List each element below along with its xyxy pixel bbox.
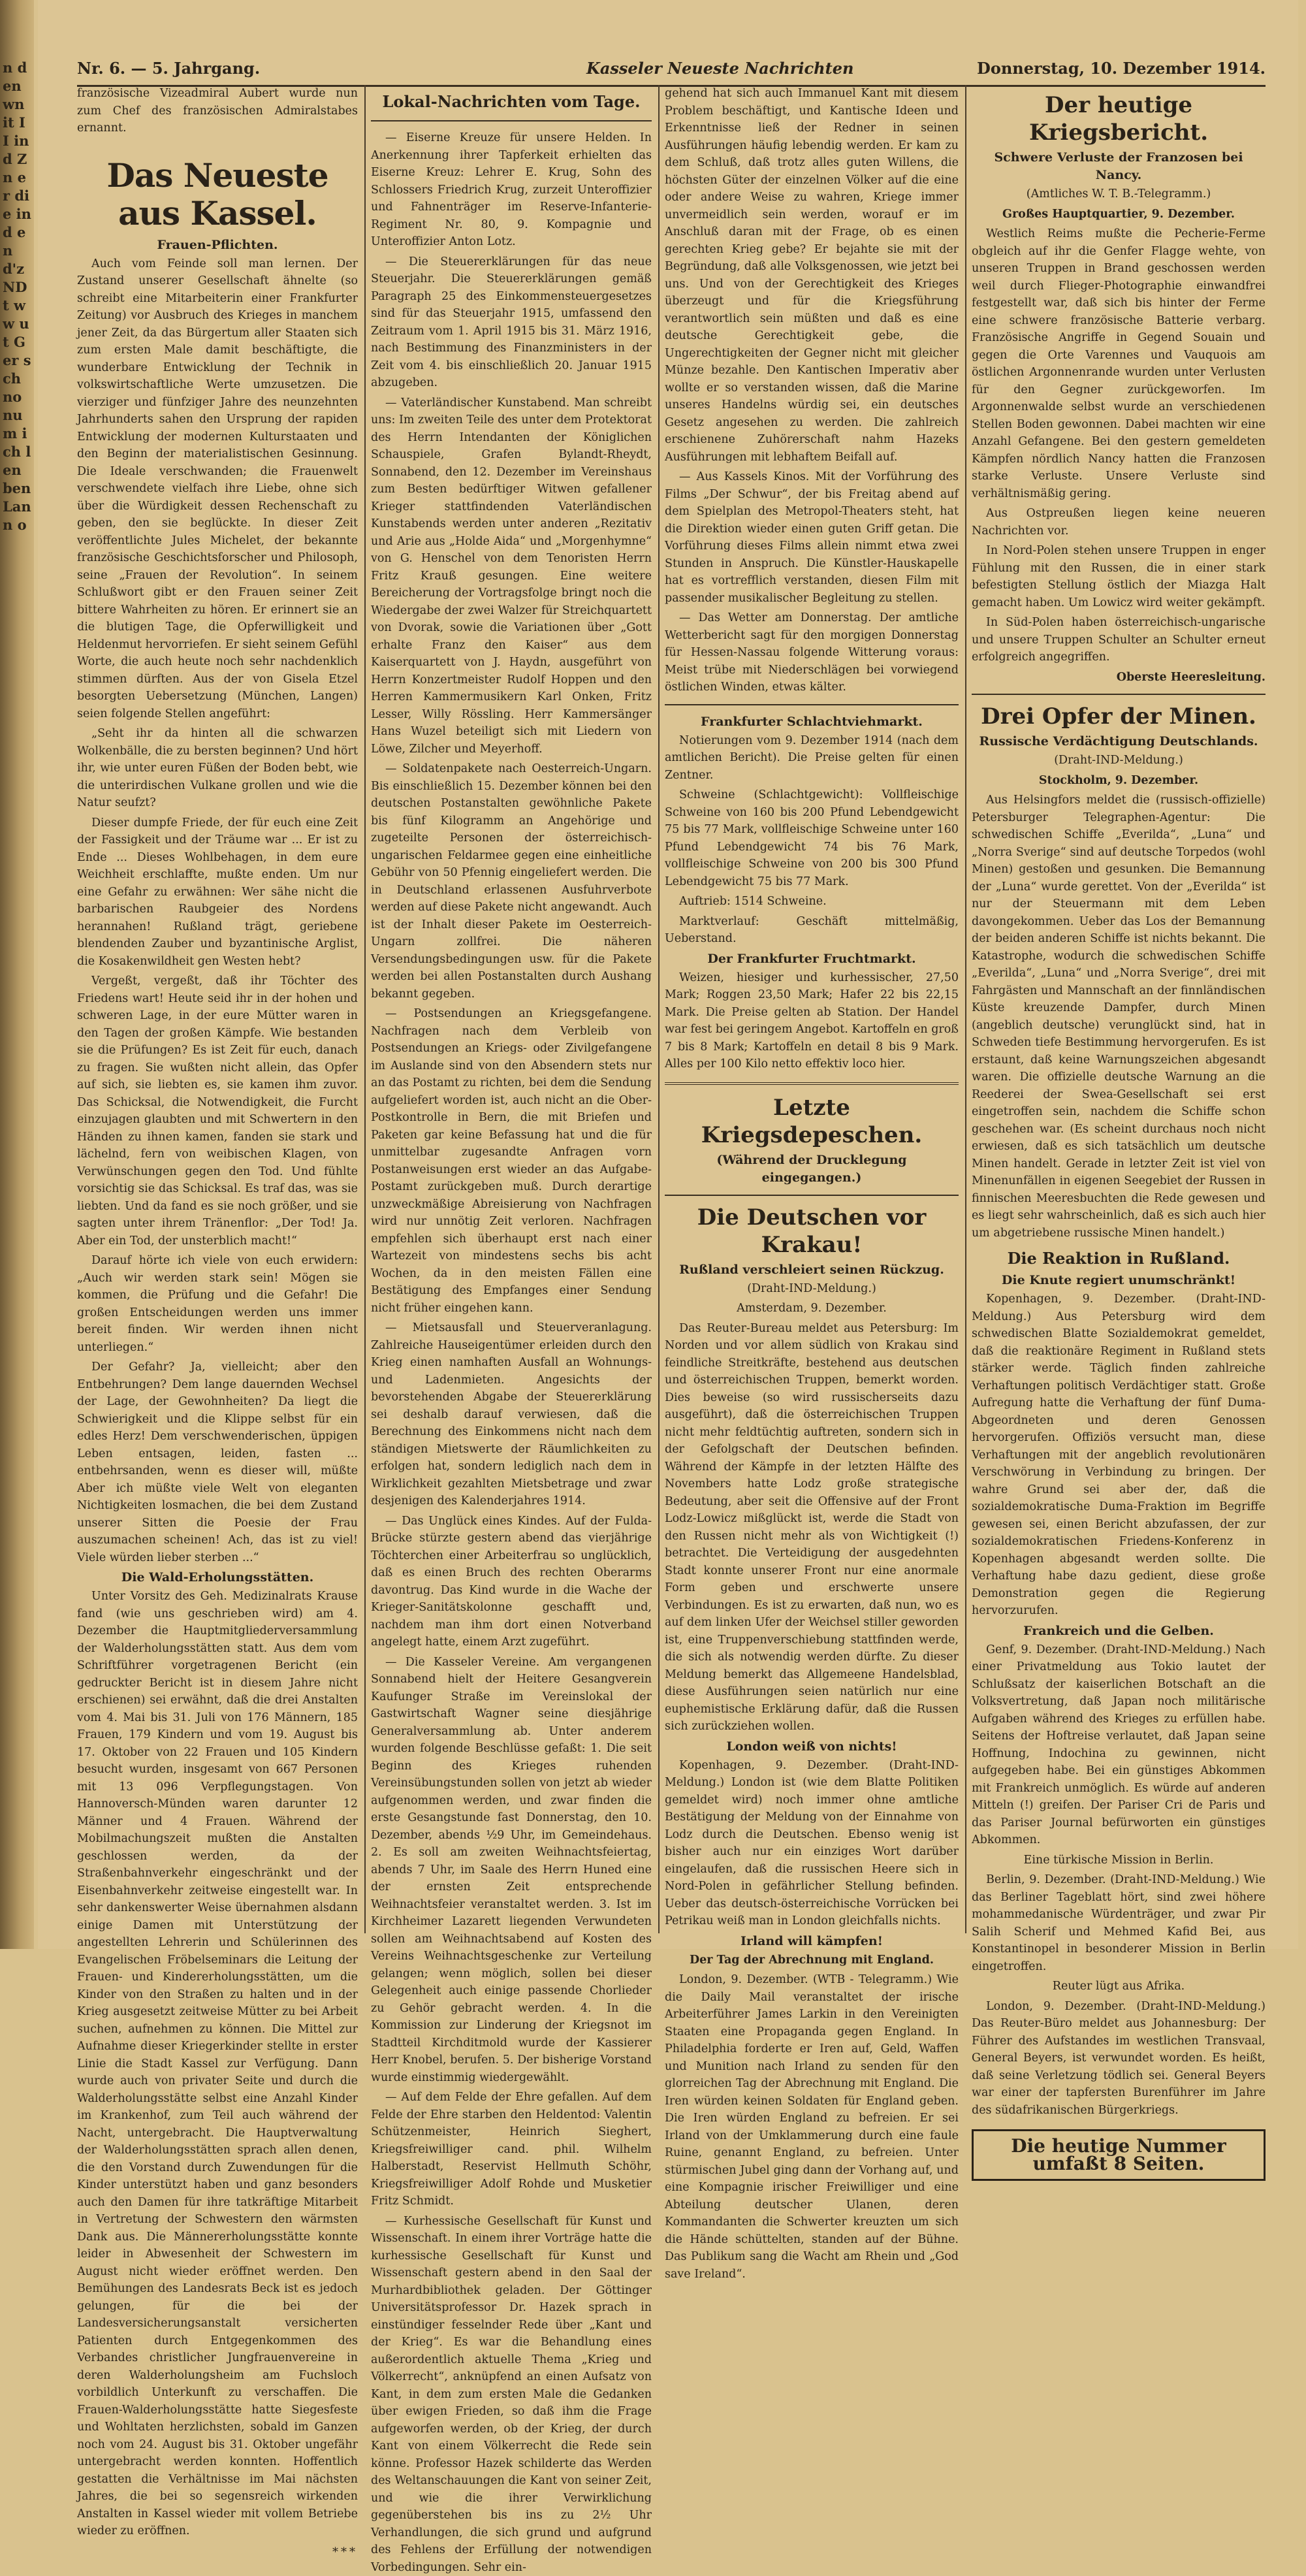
paragraph: Berlin, 9. Dezember. (Draht-IND-Meldung.) Wie das Berliner Tageblatt hört, sind zwei höhere mohammedanische Würdenträger, und zwar Pir Salih Scherif und Mehmed Kafid Bei, aus Konstantinopel in besonderer Mission in Berlin eingetroffen. — [972, 1871, 1266, 1975]
article-title: Frankfurter Schlachtviehmarkt. — [665, 713, 959, 731]
agency-line: (Draht-IND-Meldung.) — [665, 1280, 959, 1298]
dateline: Stockholm, 9. Dezember. — [972, 772, 1266, 790]
paragraph: In Süd-Polen haben österreichisch-ungarische und unsere Truppen Schulter an Schulter erneut erfolgreich angegriffen. — [972, 614, 1266, 666]
article-headline: Die Deutschen vor Krakau! — [665, 1204, 959, 1259]
article-subtitle: Rußland verschleiert seinen Rückzug. — [665, 1261, 959, 1279]
article-title: London weiß von nichts! — [665, 1738, 959, 1756]
article-title: Irland will kämpfen! — [665, 1933, 959, 1950]
column-2 — [371, 85, 652, 1933]
news-item: — Das Wetter am Donnerstag. Der amtliche Wetterbericht sagt für den morgigen Donnerstag für Hessen-Nassau folgende Witterung voraus: Meist trübe mit Niederschlägen bei vorwiegend östlichen Winden, etwas kälter. — [665, 609, 959, 696]
article-headline: Die Reaktion in Rußland. — [972, 1248, 1266, 1269]
article-title: Frankreich und die Gelben. — [972, 1622, 1266, 1640]
paragraph: In Nord-Polen stehen unsere Truppen in enger Fühlung mit den Russen, die in einer stark befestigten Stellung östlich der Miazga Halt gemacht haben. Um Lowicz wird weiter gekämpft. — [972, 542, 1266, 611]
dateline: Amsterdam, 9. Dezember. — [665, 1300, 959, 1317]
news-item: — Auf dem Felde der Ehre gefallen. Auf dem Felde der Ehre starben den Heldentod: Valentin Schützenmeister, Heinrich Sieghert, Kriegsfreiwilliger cand. phil. Wilhelm Halberstadt, Reservist Hellmuth Schöhr, Kriegsfreiwilliger Adolf Rohde und Musketier Fritz Schmidt. — [371, 2089, 652, 2210]
paragraph: Auch vom Feinde soll man lernen. Der Zustand unserer Gesellschaft ähnelte (so schreibt eine Mitarbeiterin einer Frankfurter Zeitung) vor Ausbruch des Krieges in manchem jener Zeit, da das Bürgertum aller Staaten sich zum ersten Male damit beschäftigte, die wunderbare Entwicklung der Technik in volkswirtschaftliche Werte umzusetzen. Die vierziger und fünfziger Jahre des neunzehnten Jahrhunderts sahen den Ursprung der rapiden Entwicklung der modernen Kulturstaaten und den Beginn der materialistischen Gesinnung. Die Ideale verschwanden; die Frauenwelt verschwendete vielfach ihre Liebe, ohne sich über die Würdigkeit dessen Rechenschaft zu geben, den sie beglückte. In dieser Zeit veröffentlichte Jules Michelet, der bekannte französische Geschichtsforscher und Philosoph, seine „Frauen der Revolution“. In seinem Schlußwort gibt er den Frauen seiner Zeit bittere Wahrheiten zu hören. Er erinnert sie an die blutigen Tage, die Opferwilligkeit und Heldenmut hervorriefen. Er sieht seinem Gefühl Worte, die auch heute noch sehr nachdenklich stimmen dürften. Aus der von Gisela Etzel besorgten Uebersetzung (München, Langen) seien folgende Stellen angeführt: — [77, 255, 358, 723]
divider — [665, 1195, 959, 1196]
paragraph: „Seht ihr da hinten all die schwarzen Wolkenbälle, die zu bersten beginnen? Und hört ihr, wie unter euren Füßen der Boden bebt, wie die unterirdischen Vulkane grollen und wie die Natur seufzt? — [77, 725, 358, 812]
article-title: Der Frankfurter Fruchtmarkt. — [665, 950, 959, 968]
column-3 — [665, 85, 959, 1933]
column-1 — [77, 85, 358, 1933]
column-rule — [364, 85, 366, 1933]
masthead-line — [77, 54, 1266, 87]
paragraph: Schweine (Schlachtgewicht): Vollfleischige Schweine von 160 bis 200 Pfund Lebendgewicht 75 bis 77 Mark, vollfleischige Schweine unter 160 Pfund Lebendgewicht 74 bis 76 Mark, vollfleischige Schweine von 200 bis 300 Pfund Lebendgewicht 75 bis 77 Mark. — [665, 786, 959, 890]
article-subtitle: Der Tag der Abrechnung mit England. — [665, 1952, 959, 1969]
news-item: — Aus Kassels Kinos. Mit der Vorführung des Films „Der Schwur“, der bis Freitag abend auf dem Spielplan des Metropol-Theaters steht, hat die Direktion wieder einen guten Griff getan. Die Vorführung dieses Films allein nimmt etwa zwei Stunden in Anspruch. Die Künstler-Hauskapelle hat es vortrefflich verstanden, diesen Film mit passender musikalischer Begleitung zu stellen. — [665, 468, 959, 607]
page-gutter — [0, 0, 34, 1949]
news-item: — Mietsausfall und Steuerveranlagung. Zahlreiche Hauseigentümer erleiden durch den Krieg einen namhaften Ausfall an Wohnungs- und Ladenmieten. Angesichts der bevorstehenden Abgabe der Steuererklärung sei deshalb darauf verwiesen, daß die Berechnung des Einkommens nicht nach dem ständigen Mietswerte der Räumlichkeiten zu erfolgen hat, sondern lediglich nach dem in Wirklichkeit gezahlten Mietsbetrage und zwar desjenigen des Kalenderjahres 1914. — [371, 1319, 652, 1510]
column-rule — [965, 85, 966, 1933]
article-title: Frauen-Pflichten. — [77, 236, 358, 254]
column-rule — [658, 85, 660, 1933]
gutter-text: n den wn it II ind Zn er die ind en d'z ND t ww ut Ger sch no nu m ich len ben Lan n o — [3, 59, 31, 534]
news-item: — Vaterländischer Kunstabend. Man schreibt uns: Im zweiten Teile des unter dem Protektorat des Herrn Intendanten der Königlichen Schauspiele, Grafen Bylandt-Rheydt, Sonnabend, den 12. Dezember im Vereinshaus zum Besten bedürftiger Witwen gefallener Krieger stattfindenden Vaterländischen Kunstabends werden unter anderen „Rezitativ und Arie aus „Holde Aida“ und „Morgenhymne“ von G. Henschel von dem Tenoristen Herrn Fritz Krauß gesungen. Eine weitere Bereicherung der Vortragsfolge bringt noch die Wiedergabe der zwei Walzer für Streichquartett von Dvorak, sowie die Variationen über „Gott erhalte Franz den Kaiser“ aus dem Kaiserquartett von J. Haydn, ausgeführt von Herrn Konzertmeister Rudolf Hoppen und den Herren Kammermusikern Karl Onken, Fritz Lesser, Willy Rössling. Herr Kammersänger Hans Wuzel beteiligt sich mit Liedern von Löwe, Zilcher und Meyerhoff. — [371, 394, 652, 758]
paragraph: Notierungen vom 9. Dezember 1914 (nach dem amtlichen Bericht). Die Preise gelten für einen Zentner. — [665, 732, 959, 784]
news-item: — Die Steuererklärungen für das neue Steuerjahr. Die Steuererklärungen gemäß Paragraph 25 des Einkommensteuergesetzes sind für das Steuerjahr 1915, umfassend den Zeitraum vom 1. April 1915 bis 31. März 1916, nach Bestimmung des Finanzministers in der Zeit vom 4. bis einschließlich 20. Januar 1915 abzugeben. — [371, 253, 652, 392]
page-count-box: Die heutige Nummer umfaßt 8 Seiten. — [972, 2129, 1266, 2181]
end-mark: *** — [77, 2544, 358, 2562]
article-title: Die Wald-Erholungsstätten. — [77, 1569, 358, 1586]
issue-date: Donnerstag, 10. Dezember 1914. — [977, 59, 1266, 78]
paragraph: gehend hat sich auch Immanuel Kant mit diesem Problem beschäftigt, und Kantische Ideen und Erkenntnisse ließ der Redner in seinen Ausführungen häufig lebendig werden. Er kam zu dem Schluß, daß trotz alles guten Willens, die höchsten Güter der einzelnen Völker auf die eine oder andere Weise zu wahren, Kriege immer unvermeidlich sein werden, worauf er im Anschluß daran mit der Frage, ob es einen gerechten Krieg gebe? Er bejahte sie mit der Begründung, daß alle Volksgenossen, wie jetzt bei uns. Und von der Gerechtigkeit des Krieges überzeugt und für die Kriegsführung verantwortlich sein müßten und daß es eine deutsche Gerechtigkeit gebe, die Ungerechtigkeiten der Gegner nicht mit gleicher Münze bezahle. Den Kantischen Imperativ aber wollte er so verstanden wissen, daß die Marine unseres Handelns würdig sei, ein deutsches Gesetz angesehen zu werden. Die zahlreich erschienene Zuhörerschaft nahm Hazeks Ausführungen mit lebhaftem Beifall auf. — [665, 85, 959, 466]
article-title: Eine türkische Mission in Berlin. — [972, 1852, 1266, 1869]
news-item: — Das Unglück eines Kindes. Auf der Fulda-Brücke stürzte gestern abend das vierjährige Töchterchen einer Arbeiterfrau so unglücklich, daß es einen Bruch des rechten Oberarms davontrug. Das Kind wurde in die Wache der Krieger-Sanitätskolonne geschafft und, nachdem man ihm dort einen Notverband angelegt hatte, einem Arzt zugeführt. — [371, 1513, 652, 1651]
dateline: Großes Hauptquartier, 9. Dezember. — [972, 206, 1266, 223]
paragraph: Genf, 9. Dezember. (Draht-IND-Meldung.) Nach einer Privatmeldung aus Tokio lautet der Schlußsatz der kaiserlichen Botschaft an die Volksvertretung, daß Japan noch militärische Aufgaben während des Krieges zu erfüllen habe. Seitens der Hoftreise verlautet, daß Japan seine Hoffnung, Indochina zu gewinnen, nicht aufgegeben habe. Bei ein günstiges Abkommen mit Frankreich unmöglich. Es würde auf anderen Mitteln (!) greifen. Der Pariser Cri de Paris und das Pariser Journal befürworten ein günstiges Abkommen. — [972, 1641, 1266, 1849]
paragraph: Vergeßt, vergeßt, daß ihr Töchter des Friedens wart! Heute seid ihr in der hohen und schweren Lage, in der eure Mütter waren in den Tagen der großen Kämpfe. Wie bestanden sie die Prüfungen? Es ist Zeit für euch, danach zu fragen. Sie wußten nicht allein, das Opfer auf sich, sie liebten es, sie kamen ihm zuvor. Das Schicksal, die Notwendigkeit, die Furcht einzujagen glaubten und mit Schwertern in den Händen zu ihnen kamen, fanden sie stark und lächelnd, fern von weibischen Klagen, von Verwünschungen gegen den Tod. Und fühlte vorsichtig sie das Schicksal. Es traf das, was sie liebten. Und da fand es sie noch größer, und sie sagten unter ihrem Tränenflor: „Der Tod! Ja. Aber ein Tod, der unsterblich macht!“ — [77, 973, 358, 1249]
issue-number: Nr. 6. — 5. Jahrgang. — [77, 59, 260, 78]
column-4 — [972, 85, 1266, 1933]
paragraph: Der Gefahr? Ja, vielleicht; aber den Entbehrungen? Dem lange dauernden Wechsel der Lage, der Gewohnheiten? Da liegt die Schwierigkeit und die Klippe selbst für ein edles Herz! Dem verschwenderischen, üppigen Leben entsagen, leiden, fasten ... entbehrsanden, wenn es dieser will, müßte Aber ich müßte viele Welt von eleganten Nichtigkeiten losmachen, die bei dem Zustand unserer Sitten die Poesie der Frau auszumachen scheinen! Ach, das ist zu viel! Viele würden lieber sterben ...“ — [77, 1359, 358, 1566]
article-headline: Drei Opfer der Minen. — [972, 703, 1266, 730]
article-subtitle: Die Knute regiert unumschränkt! — [972, 1272, 1266, 1289]
agency-line: (Draht-IND-Meldung.) — [972, 752, 1266, 769]
paper-name: Kasseler Neueste Nachrichten — [586, 59, 853, 78]
newspaper-page — [38, 0, 1298, 1949]
paragraph: London, 9. Dezember. (Draht-IND-Meldung.) Das Reuter-Büro meldet aus Johannesburg: Der Führer des Aufstandes im westlichen Transvaal, General Beyers, ist verwundet worden. Es heißt, daß seine Verletzung tödlich sei. General Beyers war einer der tapfersten Burenführer im Jahre des südafrikanischen Bürgerkriegs. — [972, 1998, 1266, 2119]
section-title-lokal: Lokal-Nachrichten vom Tage. — [371, 91, 652, 112]
agency-line: (Amtliches W. T. B.-Telegramm.) — [972, 185, 1266, 203]
paragraph: Marktverlauf: Geschäft mittelmäßig, Ueberstand. — [665, 913, 959, 948]
news-item: — Kurhessische Gesellschaft für Kunst und Wissenschaft. In einem ihrer Vorträge hatte die kurhessische Gesellschaft für Kunst und Wissenschaft gestern abend in den Saal der Murhardbibliothek geladen. Der Göttinger Universitätsprofessor Dr. Hazek sprach in einstündiger fesselnder Rede über „Kant und der Krieg“. Es war die Behandlung eines außerordentlich aktuelle Thema „Krieg und Völkerrecht“, anknüpfend an einen Aufsatz von Kant, in dem zum ersten Male die Gedanken über ewigen Frieden, so daß ihm die Frage aufgeworfen werden, ob der Krieg, der durch Kant von einem Völkerrecht die Rede sein könne. Professor Hazek schilderte das Werden des Weltanschauungen die Kant von seiner Zeit, und wie die ihrer Verwirklichung gegenüberstehen bis ins zu 2½ Uhr Verhandlungen, die sich grund und aufgrund des Fehlens der Erfüllung der notwendigen Vorbedingungen. Sehr ein- — [371, 2213, 652, 2576]
paragraph: Kopenhagen, 9. Dezember. (Draht-IND-Meldung.) London ist (wie dem Blatte Politiken gemeldet wird) noch immer ohne amtliche Bestätigung der Meldung von der Einnahme von Lodz durch die Deutschen. Ebenso wenig ist bisher auch nur ein einziges Wort darüber eingelaufen, daß die russischen Heere sich in Nord-Polen in gefährlicher Stellung befinden. Ueber das deutsch-österreichische Vorrücken bei Petrikau weiß man in London gleichfalls nichts. — [665, 1757, 959, 1930]
paragraph: Unter Vorsitz des Geh. Medizinalrats Krause fand (wie uns geschrieben wird) am 4. Dezember die Hauptmitgliederversammlung der Walderholungsstätten statt. Aus dem vom Schriftführer vorgetragenen Bericht (ein gedruckter Bericht ist in diesem Jahre nicht erschienen) sei erwähnt, daß die drei Anstalten vom 4. Mai bis 31. Juli von 176 Männern, 185 Frauen, 179 Kindern und vom 19. August bis 17. Oktober von 22 Frauen und 105 Kindern besucht wurden, insgesamt von 667 Personen mit 13 096 Verpflegungstagen. Von Hannoversch-Münden waren darunter 12 Männer und 4 Frauen. Während der Mobilmachungszeit mußten die Anstalten geschlossen werden, da der Straßenbahnverkehr eingeschränkt und der Eisenbahnverkehr zeitweise eingestellt war. In sehr dankenswerter Weise übernahmen alsdann einige Damen mit Unterstützung der angestellten Lehrerin und Schülerinnen des Evangelischen Fröbelseminars die Leitung der Frauen- und Kindererholungsstätten, um die Kinder von den Straßen zu halten und in der Krieg ausgesetzt zeitweise Mütter zu bei Arbeit suchen, aufnehmen zu können. Die Mittel zur Aufnahme dieser Kriegerkinder stellte in erster Linie die Stadt Kassel zur Verfügung. Dann wurde auch von privater Seite und durch die Walderholungsstätte selbst eine Anzahl Kinder im Krankenhof, zum Teil auch während der Nacht, untergebracht. Die Hauptverwaltung der Walderholungsstätten sprach allen denen, die den Vorstand durch Zuwendungen für die Kinder unterstützt haben und ganz besonders auch den Damen für ihre tatkräftige Mitarbeit in Vertretung der Schwestern den wärmsten Dank aus. Die Männererholungsstätte konnte leider in Abwesenheit der Schwestern im August nicht wieder eröffnet werden. Den Bemühungen des Landesrats Beck ist es jedoch gelungen, für die bei der Landesversicherungsanstalt versicherten Patienten durch Entgegenkommen des Verbandes christlicher Jungfrauenvereine in deren Walderholungsheim am Fuchsloch vorbildlich Unterkunft zu verschaffen. Die Frauen-Walderholungsstätte hatte Siegesfeste und Wohltaten herzlichsten, sobald im Ganzen noch vom 24. August bis 31. Oktober ungefähr untergebracht werden konnten. Hoffentlich gestatten die Verhältnisse im Mai nächsten Jahres, die bei so segensreich wirkenden Anstalten in Kassel wieder mit vollem Betriebe wieder zu eröffnen. — [77, 1588, 358, 2540]
divider — [972, 694, 1266, 695]
paragraph: Aus Ostpreußen liegen keine neueren Nachrichten vor. — [972, 505, 1266, 539]
paragraph: Westlich Reims mußte die Pecherie-Ferme obgleich auf ihr die Genfer Flagge wehte, von unseren Truppen in Brand geschossen werden weil durch Flieger-Photographie einwandfrei festgestellt war, daß sich bis hinter der Ferme eine schwere französische Batterie verbarg. Französische Angriffe in Gegend Souain und gegen die Orte Varennes und Vauquois am östlichen Argonnenrande wurden unter Verlusten für den Gegner zurückgeworfen. Im Argonnenwalde selbst wurde an verschiedenen Stellen Boden gewonnen. Dabei machten wir eine Anzahl Gefangene. Bei den gestern gemeldeten Kämpfen nördlich Nancy hatten die Franzosen starke Verluste. Unsere Verluste sind verhältnismäßig gering. — [972, 225, 1266, 502]
article-subtitle: Schwere Verluste der Franzosen bei Nancy. — [972, 149, 1266, 184]
signature: Oberste Heeresleitung. — [972, 669, 1266, 686]
section-subtitle: (Während der Drucklegung eingegangen.) — [665, 1151, 959, 1187]
section-title-depeschen: Letzte Kriegsdepeschen. — [665, 1094, 959, 1149]
paragraph: Weizen, hiesiger und kurhessischer, 27,50 Mark; Roggen 23,50 Mark; Hafer 22 bis 22,15 Mark. Die Preise gelten ab Station. Der Handel war fest bei geringem Angebot. Kartoffeln en groß 7 bis 8 Mark; Kartoffeln en detail 8 bis 9 Mark. Alles per 100 Kilo netto effektiv loco hier. — [665, 969, 959, 1073]
divider — [371, 120, 652, 121]
news-item: — Die Kasseler Vereine. Am vergangenen Sonnabend hielt der Heitere Gesangverein Kaufunger Straße im Vereinslokal der Gastwirtschaft Wagner seine diesjährige Generalversammlung ab. Unter anderem wurden folgende Beschlüsse gefaßt: 1. Die seit Beginn des Krieges ruhenden Vereinsübungstunden sollen von jetzt ab wieder aufgenommen werden, und zwar finden die erste Gesangstunde fast Donnerstag, den 10. Dezember, abends ½9 Uhr, im Gemeindehaus. 2. Es soll am zweiten Weihnachtsfeiertag, abends 7 Uhr, im Saale des Herrn Huned eine der ernsten Zeit entsprechende Weihnachtsfeier veranstaltet werden. 3. Ist im Kirchheimer Lazarett liegenden Verwundeten sollen am Weihnachtsabend auf Kosten des Vereins Weihnachtsgeschenke zur Verteilung gelangen; wenn möglich, sollen bei dieser Gelegenheit auch einige passende Chorlieder zu Gehör gebracht werden. 4. In die Kommission zur Linderung der Kriegsnot im Stadtteil Kirchditmold wurde der Kassierer Herr Knobel, berufen. 5. Der bisherige Vorstand wurde einstimmig wiedergewählt. — [371, 1654, 652, 2087]
divider — [665, 704, 959, 705]
divider — [665, 1082, 959, 1085]
paragraph: Dieser dumpfe Friede, der für euch eine Zeit der Fassigkeit und der Träume war ... Er ist zu Ende ... Dieses Wohlbehagen, in dem eure Weichheit erschlaffte, mußte enden. Um nur eine Gefahr zu erwähnen: Wer sähe nicht die barbarischen Raubgeier des Nordens herannahen! Rußland trägt, geriebene blendenden Zauber und byzantinische Arglist, die Kosakenwildheit gen Westen hebt? — [77, 814, 358, 971]
article-title: Reuter lügt aus Afrika. — [972, 1978, 1266, 1995]
news-item: — Eiserne Kreuze für unsere Helden. In Anerkennung ihrer Tapferkeit erhielten das Eiserne Kreuz: Lehrer E. Krug, Sohn des Schlossers Friedrich Krug, zurzeit Unteroffizier und Fahnenträger im Reserve-Infanterie-Regiment Nr. 80, 9. Kompagnie und Unteroffizier Anton Lotz. — [371, 129, 652, 251]
section-title-kriegsbericht: Der heutige Kriegsbericht. — [972, 91, 1266, 146]
paragraph: Kopenhagen, 9. Dezember. (Draht-IND-Meldung.) Aus Petersburg wird dem schwedischen Blatte Sozialdemokrat gemeldet, daß die reaktionäre Regiment in Rußland stets stärker werde. Täglich finden zahlreiche Verhaftungen politisch Verdächtiger statt. Große Aufregung hatte die Verhaftung der fünf Duma-Abgeordneten und deren Genossen hervorgerufen. Offiziös versucht man, diese Verhaftungen mit der angeblich revolutionären Verschwörung in Verbindung zu bringen. Der wahre Grund sei aber der, daß die sozialdemokratische Duma-Fraktion im Begriffe gewesen sei, einen Bericht abzufassen, der zur sozialdemokratischen Friedens-Konferenz in Kopenhagen abgesandt werden sollte. Die Verhaftung habe dazu gedient, diese große Demonstration gegen die Regierung hervorzurufen. — [972, 1291, 1266, 1620]
paragraph: Darauf hörte ich viele von euch erwidern: „Auch wir werden stark sein! Mögen sie kommen, die Prüfung und die Gefahr! Die großen Entscheidungen werden uns immer bereit finden. Wir werden ihnen nicht unterliegen.“ — [77, 1252, 358, 1356]
section-title-kassel: Das Neueste aus Kassel. — [77, 157, 358, 233]
news-item: — Soldatenpakete nach Oesterreich-Ungarn. Bis einschließlich 15. Dezember können bei den deutschen Postanstalten gewöhnliche Pakete bis fünf Kilogramm an Angehörige und zugeteilte Personen der österreichisch-ungarischen Feldarmee gegen eine einheitliche Gebühr von 50 Pfennig eingeliefert werden. Die in Deutschland erlassenen Ausfuhrverbote werden auf diese Pakete nicht angewandt. Auch ist der Inhalt dieser Pakete im Oesterreich-Ungarn zollfrei. Die näheren Versendungsbedingungen usw. für die Pakete werden bei allen Postanstalten durch Aushang bekannt gegeben. — [371, 760, 652, 1003]
paragraph: Das Reuter-Bureau meldet aus Petersburg: Im Norden und vor allem südlich von Krakau sind feindliche Streitkräfte, bestehend aus deutschen und österreichischen Truppen, bemerkt worden. Dies beweise (so wird russischerseits dazu ausgeführt), daß die österreichischen Truppen nicht mehr feldtüchtig auftreten, sondern sich in der Gefolgschaft der Deutschen befinden. Während der Kämpfe in der letzten Hälfte des Novembers hatte Lodz große strategische Bedeutung, aber seit die Offensive auf der Front Lodz-Lowicz mißglückt ist, werde die Stadt von den Russen nicht mehr als von Wichtigkeit (!) betrachtet. Die Verteidigung der ausgedehnten Stadt konnte unserer Front nur eine anormale Form geben und erschwerte unsere Verbindungen. Es ist zu erwarten, daß nun, wo es auf dem linken Ufer der Weichsel stiller geworden ist, eine Truppenverschiebung stattfinden werde, die sich als notwendig werden dürfte. Zu dieser Meldung bemerkt das Allgemeene Handelsblad, diese Ausführungen seien natürlich nur eine euphemistische Erklärung dafür, daß die Russen sich zurückziehen wollen. — [665, 1320, 959, 1735]
intro-text: französische Vizeadmiral Aubert wurde nun zum Chef des französischen Admiralstabes ernannt. — [77, 85, 358, 137]
article-subtitle: Russische Verdächtigung Deutschlands. — [972, 733, 1266, 750]
paragraph: Auftrieb: 1514 Schweine. — [665, 893, 959, 910]
paragraph: London, 9. Dezember. (WTB - Telegramm.) Wie die Daily Mail veranstaltet der irische Arbeiterführer James Larkin in den Vereinigten Staaten eine Propaganda gegen England. In Philadelphia forderte er Iren auf, Geld, Waffen und Munition nach Irland zu senden für den glorreichen Tag der Abrechnung mit England. Die Iren würden keinen Soldaten für England geben. Die Iren würden England zu befreien. Er sei Irland von der Umklammerung durch eine faule Ruine, genannt England, zu befreien. Unter stürmischen Jubel ging dann der Vorhang auf, und eine Kompagnie irischer Freiwilliger und eine Abteilung deutscher Ulanen, deren Kommandanten die Schwerter kreuzten um sich die Hände schüttelten, standen auf der Bühne. Das Publikum sang die Wacht am Rhein und „God save Ireland“. — [665, 1971, 959, 2283]
paragraph: Aus Helsingfors meldet die (russisch-offizielle) Petersburger Telegraphen-Agentur: Die schwedischen Schiffe „Everilda“, „Luna“ und „Norra Sverige“ sind auf deutsche Torpedos (wohl Minen) gestoßen und gesunken. Die Bemannung der „Luna“ wurde gerettet. Von der „Everilda“ ist nur der Steuermann mit dem Leben davongekommen. Ueber das Los der Bemannung der beiden anderen Schiffe ist nichts bekannt. Die Katastrophe, wodurch die schwedischen Schiffe „Everilda“, „Luna“ und „Norra Sverige“, drei mit Fahrgästen und Mannschaft an der finnländischen Küste kreuzende Dampfer, durch Minen (angeblich deutsche) verunglückt sind, hat in Schweden tiefe Bestimmung hervorgerufen. Es ist erstaunt, daß keine Warnungszeichen abgesandt waren. Die offizielle deutsche Warnung an die Reederei der Swea-Gesellschaft sei erst eingetroffen sein, nachdem die Schiffe schon geschehen war. (Es scheint durchaus noch nicht erwiesen, daß es sich tatsächlich um deutsche Minen handelt. Gerade in letzter Zeit ist viel von Minenunfällen in eigenen Seegebiet der Russen in finnischen Meeresbuchten die Rede gewesen und es liegt sehr wahrscheinlich, daß es sich auch hier um abgetriebene russische Minen handelt.) — [972, 792, 1266, 1242]
news-item: — Postsendungen an Kriegsgefangene. Nachfragen nach dem Verbleib von Postsendungen an Kriegs- oder Zivilgefangene im Auslande sind von den Absendern stets nur an das Postamt zu richten, bei dem die Sendung aufgeliefert worden ist, auch nicht an die Ober-Postkontrolle in Bern, die mit Briefen und Paketen gar keine Befassung hat und die für unmittelbar zugesandte Anfragen vorn Postanweisungen erst wieder an das Aufgabe-Postamt zurückgeben muß. Durch derartige unzweckmäßige Abreisierung von Nachfragen wird nur unnötig Zeit verloren. Nachfragen empfehlen sich überhaupt erst nach einer Wartezeit von mindestens sechs bis acht Wochen, da in den meisten Fällen eine Bestätigung des Empfanges einer Sendung nicht früher eingehen kann. — [371, 1005, 652, 1317]
